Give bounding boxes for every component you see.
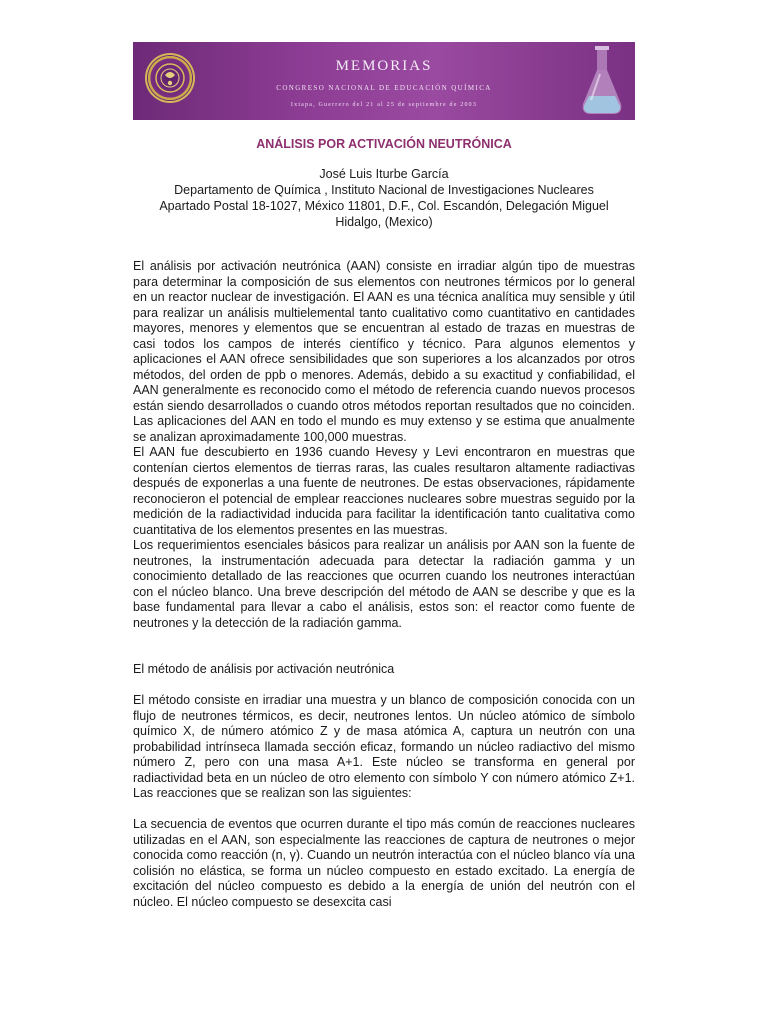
banner-dates: Ixtapa, Guerrero del 21 al 25 de septiembre de 2003	[290, 102, 478, 108]
paragraph-method: El método consiste en irradiar una muestra y un blanco de composición conocida con un flujo de neutrones térmicos, es decir, neutrones lentos. Un núcleo atómico de símbolo químico X, de número atómico Z y de masa atómica A, captura un neutrón con una probabilidad intrínseca llamada sección eficaz, formando un núcleo radiactivo del mismo número Z, pero con una masa A+1. Este núcleo se transforma en general por radiactividad beta en un núcleo de otro elemento con símbolo Y con número atómico Z+1. Las reacciones que se realizan son las siguientes:	[133, 693, 635, 800]
section-heading: El método de análisis por activación neutrónica	[133, 662, 395, 676]
flask-icon	[577, 44, 627, 118]
author-name: José Luis Iturbe García	[319, 167, 449, 181]
header-banner	[133, 42, 635, 120]
author-affiliation: Departamento de Química , Instituto Nacional de Investigaciones Nucleares	[174, 183, 594, 197]
paragraph-history: El AAN fue descubierto en 1936 cuando Hevesy y Levi encontraron en muestras que contenían ciertos elementos de tierras raras, las cuales resultaron altamente radiactivas después de exponerlas a una fuente de neutrones. De estas observaciones, rápidamente reconocieron el potencial de emplear reacciones nucleares sobre muestras seguido por la medición de la radiactividad inducida para facilitar la identificación tanto cualitativa como cuantitativa de los elementos presentes en las muestras.	[133, 445, 635, 537]
paragraph-intro: El análisis por activación neutrónica (AAN) consiste en irradiar algún tipo de muestras para determinar la composición de sus elementos con neutrones térmicos por lo general en un reactor nuclear de investigación. El AAN es una técnica analítica muy sensible y útil para realizar un análisis multielemental tanto cualitativo como cuantitativo en cantidades mayores, menores y elementos que se encuentran al estado de trazas en muestras de casi todos los campos de interés científico y técnico. Para algunos elementos y aplicaciones el AAN ofrece sensibilidades que son superiores a los alcanzados por otros métodos, del orden de ppb o menores. Además, debido a su exactitud y confiabilidad, el AAN generalmente es reconocido como el método de referencia cuando nuevos procesos están siendo desarrollados o cuando otros métodos reportan resultados que no coinciden. Las aplicaciones del AAN en todo el mundo es muy extenso y se estima que anualmente se analizan aproximadamente 100,000 muestras.	[133, 259, 635, 444]
author-block	[133, 166, 635, 230]
paragraph-sequence: La secuencia de eventos que ocurren durante el tipo más común de reacciones nucleares utilizadas en el AAN, son especialmente las reacciones de captura de neutrones o mejor conocida como reacción (n, γ). Cuando un neutrón interactúa con el núcleo blanco vía una colisión no elástica, se forma un núcleo compuesto en estado excitado. La energía de excitación del núcleo compuesto es debido a la energía de unión del neutrón con el núcleo. El núcleo compuesto se desexcita casi	[133, 817, 635, 909]
document-body	[133, 259, 635, 910]
author-address: Apartado Postal 18-1027, México 11801, D.F., Col. Escandón, Delegación Miguel	[159, 199, 609, 213]
document-title: ANÁLISIS POR ACTIVACIÓN NEUTRÓNICA	[256, 137, 512, 151]
banner-title: MEMORIAS	[335, 58, 433, 74]
paragraph-requirements: Los requerimientos esenciales básicos para realizar un análisis por AAN son la fuente de neutrones, la instrumentación adecuada para detectar la radiación gamma y un conocimiento detallado de las reacciones que ocurren cuando los neutrones interactúan con el núcleo blanco. Una breve descripción del método de AAN se describe y que es la base fundamental para llevar a cabo el análisis, estos son: el reactor como fuente de neutrones y la detección de la radiación gamma.	[133, 538, 635, 630]
banner-subtitle: CONGRESO NACIONAL DE EDUCACIÓN QUÍMICA	[276, 84, 492, 92]
author-address-cont: Hidalgo, (Mexico)	[335, 215, 433, 229]
